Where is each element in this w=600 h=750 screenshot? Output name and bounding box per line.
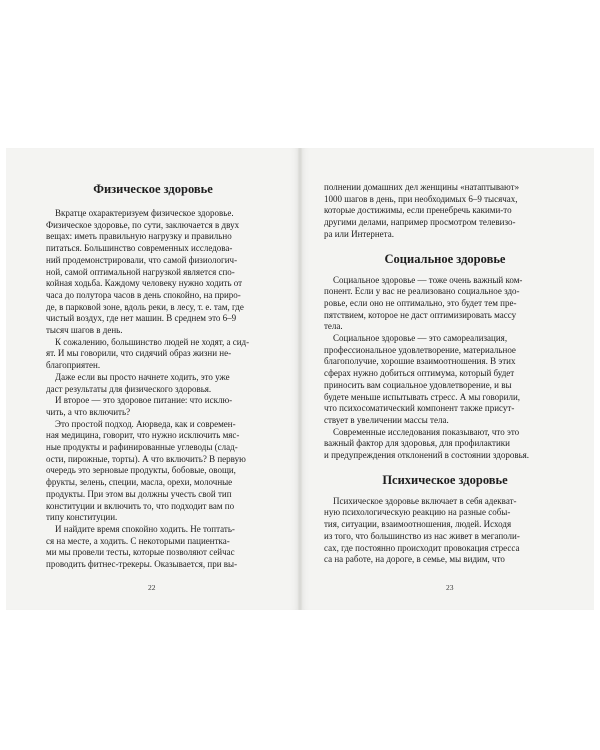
text-line: проводить фитнес-трекеры. Оказывается, при вы- — [46, 559, 238, 570]
text-line: ровье, если оно не оптимально, это будет тем пре- — [324, 297, 517, 308]
right-page-content — [324, 182, 566, 566]
text-line: из того, что большинство из нас живет в мегаполи- — [324, 530, 520, 541]
text-line: очередь это зерновые продукты, бобовые, овощи, — [46, 465, 236, 476]
text-line: которые достижимы, если пренебречь какими-то — [324, 205, 512, 216]
text-line: Социальное здоровье — тоже очень важный ком- — [324, 274, 523, 285]
text-line: будете меньше испытывать стресс. А мы говорили, — [324, 391, 521, 402]
text-line: ная медицина, говорит, что нужно исключить мяс- — [46, 430, 240, 441]
text-line: ми мы провели тесты, которые позволяют сейчас — [46, 547, 235, 558]
text-line: 1000 шагов в день, при необходимых 6–9 тысячах, — [324, 193, 518, 204]
heading-physical-health: Физическое здоровье — [93, 182, 213, 196]
text-line: Социальное здоровье — это самореализация, — [324, 333, 508, 344]
page-number-right: 23 — [446, 583, 454, 592]
social-health-text — [324, 275, 566, 462]
mental-health-text — [324, 496, 566, 566]
heading-social-health: Социальное здоровье — [384, 251, 506, 266]
text-line: ра или Интернета. — [324, 228, 394, 239]
text-line: ся на месте, а ходить. С некоторыми пациентка- — [46, 535, 230, 546]
text-line: Физическое здоровье, по сути, заключается в двух — [46, 219, 240, 230]
text-line: часа до полутора часов в день спокойно, на приро- — [46, 289, 241, 300]
text-line: ости, пирожные, торты). А что включить? В первую — [46, 453, 246, 464]
text-line: питаться. Большинство современных исследова- — [46, 243, 233, 254]
text-line: сферах нужно добиться оптимума, который будет — [324, 368, 515, 379]
left-page-text — [46, 208, 260, 571]
text-line: конституции и включить то, что подходит вам по — [46, 500, 235, 511]
left-page-content — [46, 182, 260, 571]
text-line: ную психологическую реакцию на разные собы- — [324, 507, 511, 518]
text-line: Психическое здоровье включает в себя адекват- — [324, 495, 517, 506]
text-line: профессиональное удовлетворение, материальное — [324, 344, 516, 355]
text-line: ной, самой оптимальной нагрузкой является спо- — [46, 266, 235, 277]
text-line: благоприятен. — [46, 360, 101, 371]
text-line: продукты. При этом вы должны учесть свой тип — [46, 488, 232, 499]
text-line: ний продемонстрировали, что самой физиологич- — [46, 254, 238, 265]
text-line: са на работе, на дороге, в семье, мы видим, что — [324, 554, 505, 565]
text-line: И найдите время спокойно ходить. Не топтать- — [46, 523, 235, 534]
text-line: ные продукты и рафинированные углеводы (слад- — [46, 442, 238, 453]
text-line: К сожалению, большинство людей не ходят, а сид- — [46, 336, 250, 347]
heading-mental-health: Психическое здоровье — [382, 472, 508, 487]
text-line: чистый воздух, где нет машин. В среднем это 6–9 — [46, 313, 237, 324]
page-number-left: 22 — [148, 583, 156, 592]
text-line: пятствием, которое не даст оптимизировать массу — [324, 309, 517, 320]
right-page-intro-text — [324, 182, 566, 241]
text-line: тела. — [324, 321, 343, 332]
text-line: ят. И мы говорили, что сидячий образ жизни не- — [46, 348, 232, 359]
text-line: чить, а что включить? — [46, 406, 131, 417]
text-line: благополучие, хорошие взаимоотношения. В этих — [324, 356, 516, 367]
text-line: И второе — это здоровое питание: что исклю- — [46, 395, 233, 406]
text-line: другими делами, например просмотром телевизо- — [324, 217, 516, 228]
text-line: типу конституции. — [46, 512, 118, 523]
book-spread — [6, 148, 594, 610]
right-page — [302, 148, 594, 610]
left-page — [6, 148, 298, 610]
text-line: приносить вам социальное удовлетворение, и вы — [324, 379, 512, 390]
text-line: Вкратце охарактеризуем физическое здоровье. — [46, 208, 234, 218]
text-line: Даже если вы просто начнете ходить, это уже — [46, 371, 230, 382]
text-line: вещах: иметь правильную нагрузку и правильно — [46, 231, 232, 242]
text-line: тысяч шагов в день. — [46, 325, 123, 336]
text-line: сах, где постоянно происходит провокация стресса — [324, 542, 520, 553]
text-line: койная ходьба. Каждому человеку нужно ходить от — [46, 278, 243, 289]
text-line: фрукты, зелень, специи, масла, орехи, молочные — [46, 477, 233, 488]
text-line: даст результаты для физического здоровья. — [46, 383, 212, 394]
text-line: важный фактор для здоровья, для профилактики — [324, 438, 510, 449]
text-line: Это простой подход. Аюрведа, как и современ- — [46, 418, 236, 429]
text-line: ствует в увеличении массы тела. — [324, 414, 449, 425]
text-line: понент. Если у вас не реализовано социальное здо- — [324, 286, 520, 297]
text-line: Современные исследования показывают, что это — [324, 426, 520, 437]
text-line: полнении домашних дел женщины «натаптывают» — [324, 182, 520, 192]
text-line: тия, ситуации, взаимоотношения, людей. Исходя — [324, 519, 512, 530]
text-line: что психосоматический компонент также присут- — [324, 403, 515, 414]
text-line: де, в парковой зоне, вдоль реки, в лесу, т. е. там, где — [46, 301, 244, 312]
text-line: и предупреждения отклонений в состоянии здоровья. — [324, 450, 530, 461]
